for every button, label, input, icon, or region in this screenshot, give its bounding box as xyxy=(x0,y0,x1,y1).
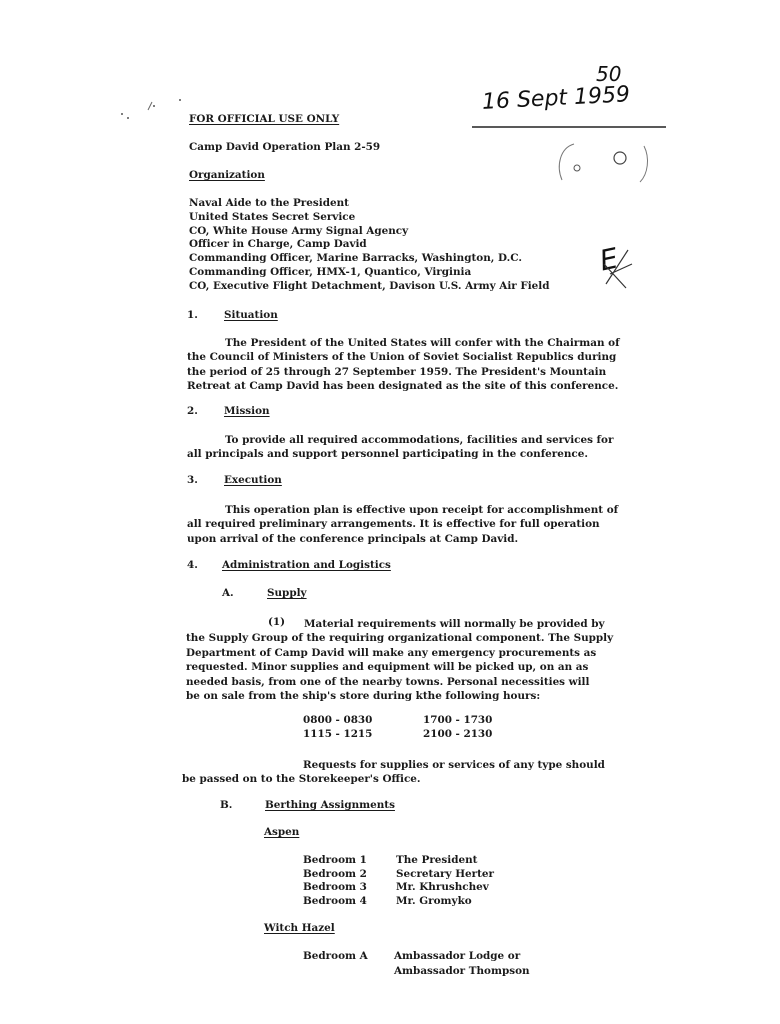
store-hours-cell: 1115 - 1215 xyxy=(303,728,373,740)
subsection-letter: B. xyxy=(220,799,233,811)
bedroom-label: Bedroom 1 xyxy=(303,854,367,866)
bedroom-occupant: Secretary Herter xyxy=(396,868,494,880)
paragraph-line: upon arrival of the conference principals at Camp David. xyxy=(187,532,519,545)
aspen-heading: Aspen xyxy=(264,826,300,838)
organization-line: CO, White House Army Signal Agency xyxy=(189,224,409,237)
berthing-heading: Berthing Assignments xyxy=(265,799,395,811)
execution-paragraph xyxy=(187,503,618,546)
paragraph-line: all principals and support personnel participating in the conference. xyxy=(187,448,588,461)
store-hours-cell: 2100 - 2130 xyxy=(423,728,493,740)
organization-line: United States Secret Service xyxy=(189,210,356,223)
section-number: 4. xyxy=(187,559,198,571)
bedroom-occupant: The President xyxy=(396,854,478,866)
supply-heading: Supply xyxy=(267,587,307,599)
section-number: 2. xyxy=(187,405,198,417)
paragraph-line: the period of 25 through 27 September 1959. The President's Mountain xyxy=(187,365,607,378)
supply-paragraph xyxy=(186,617,613,703)
paragraph-line: needed basis, from one of the nearby towns. Personal necessities will xyxy=(186,675,590,688)
paragraph-line: Requests for supplies or services of any type should xyxy=(303,759,605,771)
bedroom-label: Bedroom A xyxy=(303,950,368,962)
paragraph-line: be on sale from the ship's store during kthe following hours: xyxy=(186,690,541,703)
circled-mark-icon xyxy=(552,138,652,188)
paragraph-line: To provide all required accommodations, facilities and services for xyxy=(225,434,614,446)
bedroom-occupant: Mr. Khrushchev xyxy=(396,881,489,893)
organization-line: Commanding Officer, Marine Barracks, Washington, D.C. xyxy=(189,252,522,265)
scribble-mark-icon xyxy=(596,241,638,294)
store-hours-cell: 1700 - 1730 xyxy=(423,714,493,726)
bedroom-label: Bedroom 3 xyxy=(303,881,367,893)
paragraph-line: the Council of Ministers of the Union of Soviet Socialist Republics during xyxy=(187,351,617,364)
section-number: 3. xyxy=(187,474,198,486)
paragraph-line: the Supply Group of the requiring organizational component. The Supply xyxy=(186,632,614,645)
bedroom-label: Bedroom 4 xyxy=(303,895,367,907)
section-number: 1. xyxy=(187,309,198,321)
bedroom-occupant: Mr. Gromyko xyxy=(396,895,472,907)
organization-line: Commanding Officer, HMX-1, Quantico, Virginia xyxy=(189,265,472,278)
plan-title: Camp David Operation Plan 2-59 xyxy=(189,141,381,153)
paragraph-line: Retreat at Camp David has been designated as the site of this conference. xyxy=(187,380,619,393)
paragraph-line: This operation plan is effective upon receipt for accomplishment of xyxy=(225,504,619,516)
mission-heading: Mission xyxy=(224,405,270,417)
paragraph-line: all required preliminary arrangements. It is effective for full operation xyxy=(187,518,600,531)
witch-hazel-heading: Witch Hazel xyxy=(264,922,335,934)
mission-paragraph xyxy=(187,433,613,462)
paragraph-line: Material requirements will normally be provided by xyxy=(304,618,605,630)
date-underline xyxy=(470,124,670,130)
admin-heading: Administration and Logistics xyxy=(222,559,391,571)
store-hours-cell: 0800 - 0830 xyxy=(303,714,373,726)
bedroom-label: Bedroom 2 xyxy=(303,868,367,880)
handwritten-number: 50 xyxy=(596,62,622,86)
organization-heading: Organization xyxy=(189,169,265,181)
paragraph-line: be passed on to the Storekeeper's Office. xyxy=(182,773,421,786)
subsection-letter: A. xyxy=(222,587,234,599)
organization-list xyxy=(189,197,550,294)
bedroom-occupant: Ambassador Thompson xyxy=(394,965,530,977)
paragraph-number: (1) xyxy=(268,616,286,628)
paragraph-line: requested. Minor supplies and equipment will be picked up, on an as xyxy=(186,661,589,674)
situation-paragraph xyxy=(187,336,620,394)
requests-paragraph xyxy=(182,758,605,787)
paragraph-line: Department of Camp David will make any emergency procurements as xyxy=(186,646,597,659)
situation-heading: Situation xyxy=(224,309,278,321)
handwritten-initials: E xyxy=(596,241,621,278)
classification-marking: FOR OFFICIAL USE ONLY xyxy=(189,113,340,125)
organization-line: Naval Aide to the President xyxy=(189,197,349,209)
organization-line: Officer in Charge, Camp David xyxy=(189,238,367,251)
stray-marks-icon xyxy=(118,94,188,124)
paragraph-line: The President of the United States will confer with the Chairman of xyxy=(225,337,620,349)
execution-heading: Execution xyxy=(224,474,282,486)
handwritten-date: 16 Sept 1959 xyxy=(481,82,631,115)
bedroom-occupant: Ambassador Lodge or xyxy=(394,950,521,962)
organization-line: CO, Executive Flight Detachment, Davison U.S. Army Air Field xyxy=(189,279,550,292)
